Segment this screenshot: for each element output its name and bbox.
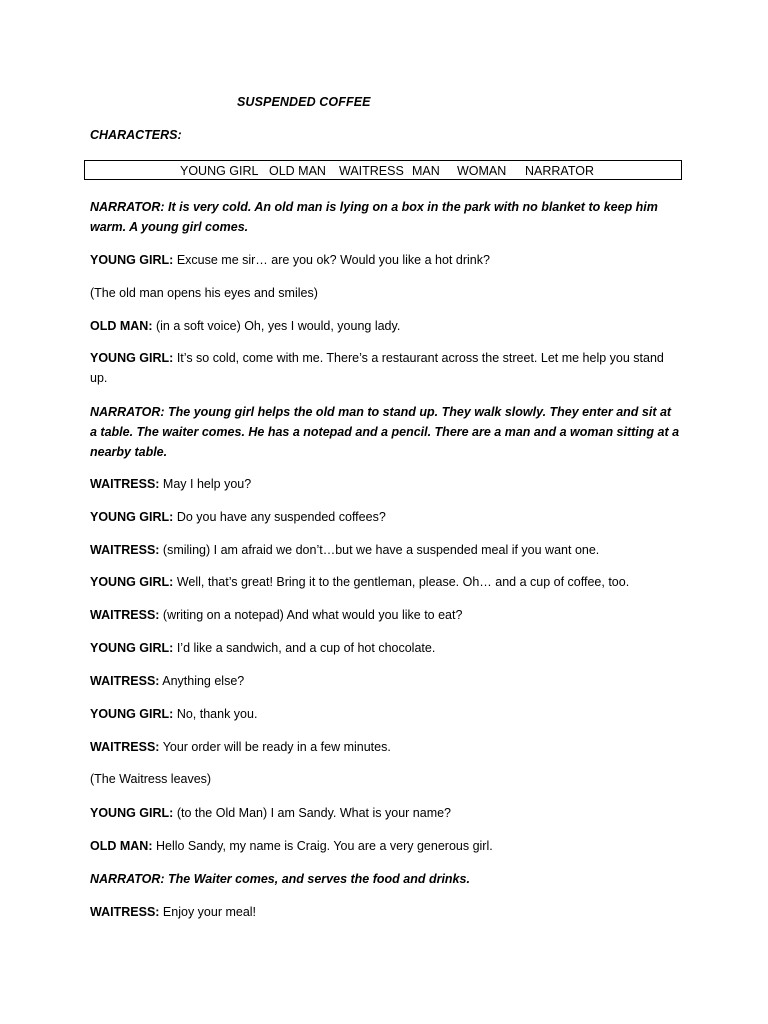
- speaker-name: WAITRESS:: [90, 477, 160, 491]
- script-line: [90, 638, 680, 658]
- speaker-name: YOUNG GIRL:: [90, 351, 174, 365]
- stage-direction: [90, 283, 680, 303]
- line-text: (smiling) I am afraid we don’t…but we have a suspended meal if you want one.: [159, 543, 600, 557]
- script-line: [90, 572, 680, 592]
- speaker-name: YOUNG GIRL:: [90, 641, 174, 655]
- script-line: [90, 671, 680, 691]
- script-line: [90, 540, 680, 560]
- speaker-name: OLD MAN:: [90, 839, 153, 853]
- speaker-name: YOUNG GIRL:: [90, 510, 174, 524]
- script-line: [90, 316, 680, 336]
- line-text: It is very cold. An old man is lying on a box in the park with no blanket to keep him warm. A young girl comes.: [90, 200, 658, 234]
- cast-name: MAN: [412, 164, 440, 178]
- speaker-name: YOUNG GIRL:: [90, 806, 174, 820]
- line-text: (writing on a notepad) And what would you like to eat?: [159, 608, 463, 622]
- speaker-name: WAITRESS:: [90, 608, 160, 622]
- line-text: (to the Old Man) I am Sandy. What is your name?: [173, 806, 452, 820]
- cast-name: NARRATOR: [525, 164, 594, 178]
- line-text: Do you have any suspended coffees?: [173, 510, 386, 524]
- script-line: [90, 348, 680, 388]
- line-text: Your order will be ready in a few minutes.: [159, 740, 391, 754]
- speaker-name: NARRATOR:: [90, 405, 165, 419]
- characters-heading: CHARACTERS:: [90, 128, 182, 142]
- line-text: (The old man opens his eyes and smiles): [90, 286, 318, 300]
- script-line: [90, 803, 680, 823]
- line-text: I’d like a sandwich, and a cup of hot chocolate.: [173, 641, 436, 655]
- speaker-name: YOUNG GIRL:: [90, 707, 174, 721]
- script-line: [90, 250, 680, 270]
- speaker-name: OLD MAN:: [90, 319, 153, 333]
- document-title: SUSPENDED COFFEE: [237, 95, 371, 109]
- speaker-name: WAITRESS:: [90, 905, 160, 919]
- line-text: The Waiter comes, and serves the food and drinks.: [164, 872, 470, 886]
- script-line: [90, 704, 680, 724]
- cast-list-box: [84, 160, 682, 180]
- script-line: [90, 869, 680, 889]
- script-line: [90, 474, 680, 494]
- line-text: Well, that’s great! Bring it to the gentleman, please. Oh… and a cup of coffee, too.: [173, 575, 630, 589]
- line-text: Enjoy your meal!: [159, 905, 257, 919]
- line-text: The young girl helps the old man to stand up. They walk slowly. They enter and sit at a table. The waiter comes. He has a notepad and a pencil. There are a man and a woman sitting at a nearby table.: [90, 405, 680, 459]
- line-text: (The Waitress leaves): [90, 772, 212, 786]
- line-text: Anything else?: [159, 674, 245, 688]
- line-text: No, thank you.: [173, 707, 258, 721]
- speaker-name: YOUNG GIRL:: [90, 575, 174, 589]
- line-text: Excuse me sir… are you ok? Would you like a hot drink?: [173, 253, 490, 267]
- script-line: [90, 507, 680, 527]
- stage-direction: [90, 769, 680, 789]
- cast-name: OLD MAN: [269, 164, 326, 178]
- script-line: [90, 902, 680, 922]
- speaker-name: NARRATOR:: [90, 872, 165, 886]
- line-text: (in a soft voice) Oh, yes I would, young lady.: [152, 319, 401, 333]
- speaker-name: WAITRESS:: [90, 740, 160, 754]
- speaker-name: WAITRESS:: [90, 674, 160, 688]
- script-line: [90, 197, 680, 237]
- speaker-name: NARRATOR:: [90, 200, 165, 214]
- cast-name: YOUNG GIRL: [180, 164, 259, 178]
- speaker-name: WAITRESS:: [90, 543, 160, 557]
- speaker-name: YOUNG GIRL:: [90, 253, 174, 267]
- line-text: Hello Sandy, my name is Craig. You are a very generous girl.: [152, 839, 493, 853]
- line-text: May I help you?: [159, 477, 252, 491]
- script-line: [90, 836, 680, 856]
- script-line: [90, 737, 680, 757]
- script-line: [90, 402, 680, 462]
- line-text: It’s so cold, come with me. There’s a restaurant across the street. Let me help you stand up.: [90, 351, 664, 385]
- cast-name: WOMAN: [457, 164, 507, 178]
- cast-name: WAITRESS: [339, 164, 404, 178]
- script-line: [90, 605, 680, 625]
